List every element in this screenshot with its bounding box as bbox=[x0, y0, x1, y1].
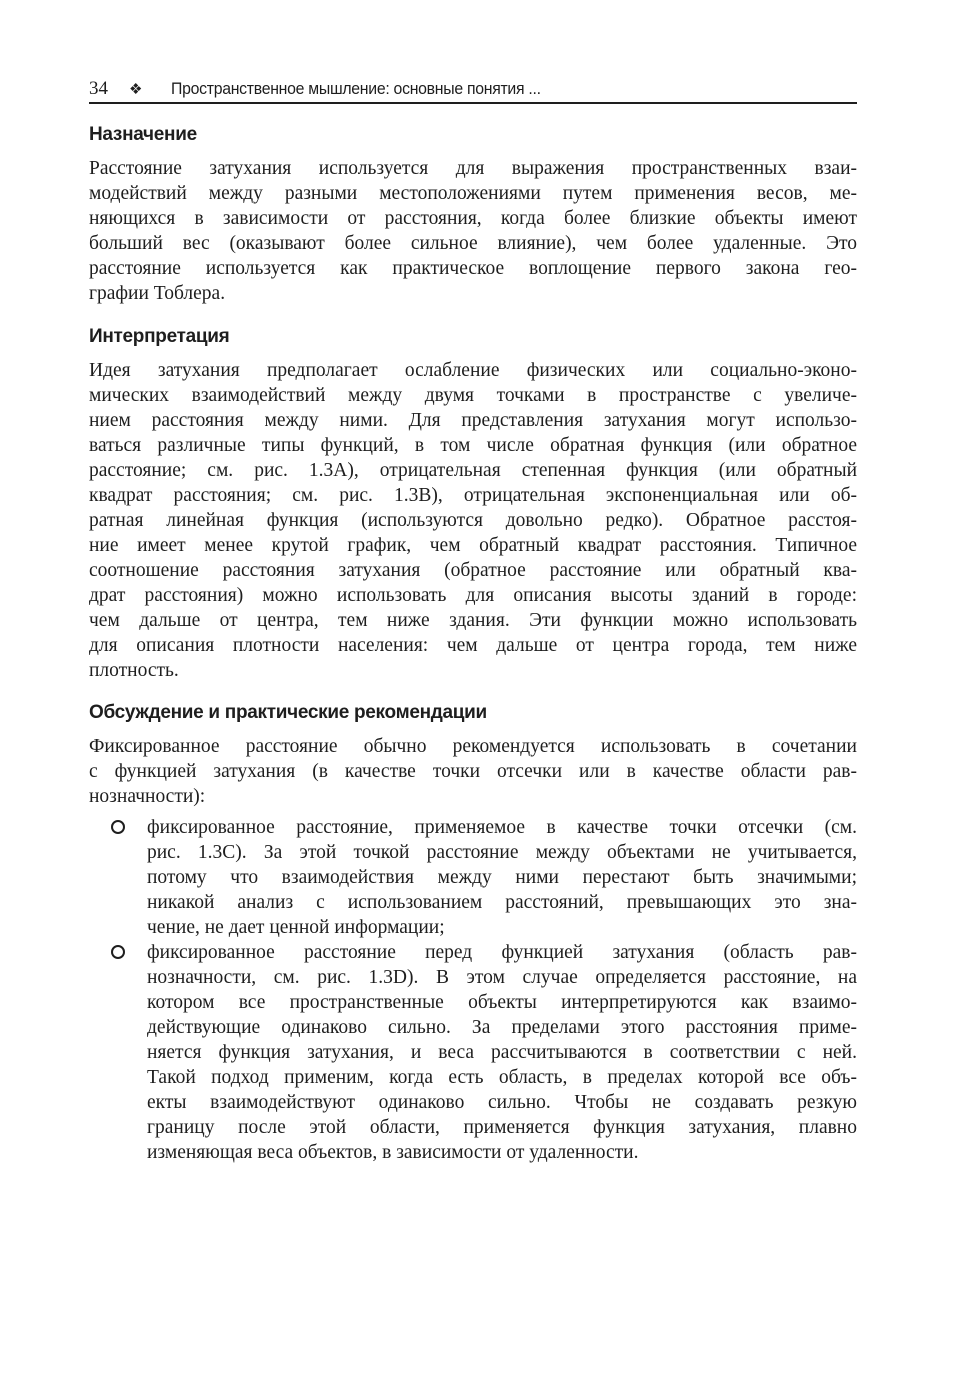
section-heading-purpose: Назначение bbox=[89, 124, 197, 145]
text-line: никакой анализ с использованием расстояний, превышающих это зна- bbox=[147, 892, 857, 913]
text-line: изменяющая веса объектов, в зависимости от удаленности. bbox=[147, 1142, 639, 1163]
text-line: фиксированное расстояние, применяемое в качестве точки отсечки (см. bbox=[147, 817, 857, 838]
text-line: мических взаимодействий между двумя точками в пространстве с увеличе- bbox=[89, 385, 857, 406]
text-line: Фиксированное расстояние обычно рекомендуется использовать в сочетании bbox=[89, 736, 857, 757]
paragraph-purpose bbox=[89, 156, 857, 306]
text-line: потому что взаимодействия между ними перестают быть значимыми; bbox=[147, 867, 857, 888]
text-line: с функцией затухания (в качестве точки отсечки или в качестве области рав- bbox=[89, 761, 857, 782]
text-line: ваться различные типы функций, в том числе обратная функция (или обратное bbox=[89, 435, 857, 456]
text-line: расстояние используется как практическое воплощение первого закона гео- bbox=[89, 258, 857, 279]
bullet-list bbox=[89, 815, 857, 1165]
running-head bbox=[89, 76, 857, 104]
text-line: екты взаимодействуют одинаково сильно. Чтобы не создавать резкую bbox=[147, 1092, 857, 1113]
text-line: квадрат расстояния; см. рис. 1.3B), отрицательная экспоненциальная или об- bbox=[89, 485, 857, 506]
text-line: расстояние; см. рис. 1.3A), отрицательная степенная функция (или обратный bbox=[89, 460, 857, 481]
section-heading-discussion: Обсуждение и практические рекомендации bbox=[89, 702, 487, 723]
circle-bullet-icon bbox=[111, 945, 125, 959]
text-line: драт расстояния) можно использовать для описания высоты зданий в городе: bbox=[89, 585, 857, 606]
text-line: соотношение расстояния затухания (обратное расстояние или обратный ква- bbox=[89, 560, 857, 581]
ornament-icon: ❖ bbox=[129, 81, 143, 98]
text-line: нозначности, см. рис. 1.3D). В этом случае определяется расстояние, на bbox=[147, 967, 857, 988]
text-line: графии Тоблера. bbox=[89, 283, 226, 304]
paragraph-interpretation bbox=[89, 358, 857, 683]
text-line: больший вес (оказывают более сильное влияние), чем более удаленные. Это bbox=[89, 233, 857, 254]
text-line: котором все пространственные объекты интерпретируются как взаимо- bbox=[147, 992, 857, 1013]
text-line: для описания плотности населения: чем дальше от центра города, тем ниже bbox=[89, 635, 857, 656]
list-item-text bbox=[147, 940, 857, 1165]
text-line: модействий между разными местоположениями путем применения весов, ме- bbox=[89, 183, 857, 204]
text-line: нием расстояния между ними. Для представления затухания могут использо- bbox=[89, 410, 857, 431]
text-line: плотность. bbox=[89, 660, 179, 681]
list-item-text bbox=[147, 815, 857, 940]
list-item bbox=[89, 940, 857, 1165]
text-line: чем дальше от центра, тем ниже здания. Эти функции можно использовать bbox=[89, 610, 857, 631]
circle-bullet-icon bbox=[111, 820, 125, 834]
text-line: нозначности): bbox=[89, 786, 206, 807]
running-head-title: Пространственное мышление: основные понятия ... bbox=[171, 79, 541, 98]
paragraph-discussion bbox=[89, 734, 857, 809]
text-line: действующие одинаково сильно. За пределами этого расстояния приме- bbox=[147, 1017, 857, 1038]
text-line: ратная линейная функция (используются довольно редко). Обратное расстоя- bbox=[89, 510, 857, 531]
text-line: Идея затухания предполагает ослабление физических или социально-эконо- bbox=[89, 360, 857, 381]
text-line: ние имеет менее крутой график, чем обратный квадрат расстояния. Типичное bbox=[89, 535, 857, 556]
text-line: границу после этой области, применяется функция затухания, плавно bbox=[147, 1117, 857, 1138]
text-line: няющихся в зависимости от расстояния, когда более близкие объекты имеют bbox=[89, 208, 857, 229]
text-line: Расстояние затухания используется для выражения пространственных взаи- bbox=[89, 158, 857, 179]
text-line: фиксированное расстояние перед функцией затухания (область рав- bbox=[147, 942, 857, 963]
list-item bbox=[89, 815, 857, 940]
text-line: Такой подход применим, когда есть область, в пределах которой все объ- bbox=[147, 1067, 857, 1088]
section-heading-interpretation: Интерпретация bbox=[89, 326, 230, 347]
text-line: чение, не дает ценной информации; bbox=[147, 917, 445, 938]
text-line: няется функция затухания, и веса рассчитываются в соответствии с ней. bbox=[147, 1042, 857, 1063]
text-line: рис. 1.3C). За этой точкой расстояние между объектами не учитывается, bbox=[147, 842, 857, 863]
page-number: 34 bbox=[89, 78, 108, 99]
